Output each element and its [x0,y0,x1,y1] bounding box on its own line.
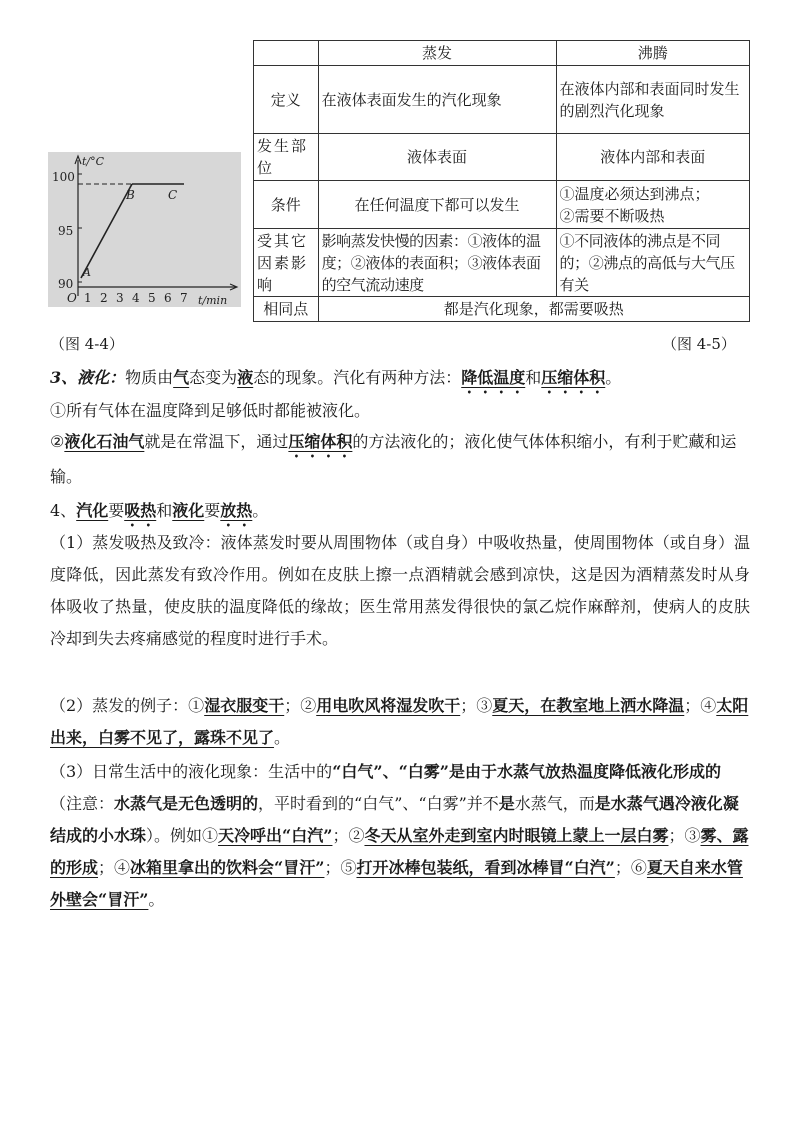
row-label-common: 相同点 [254,297,319,322]
cell-boiling-definition: 在液体内部和表面同时发生的剧烈汽化现象 [556,66,749,134]
example-fog-dew: 雾、露的形成 [50,826,749,877]
example-glasses-fog: 冬天从室外走到室内时眼镜上蒙上一层白雾 [364,826,669,845]
text-run: 和 [525,368,542,387]
temperature-time-graph [48,152,241,307]
keyword-compress-volume: 压缩体积 [288,432,353,451]
x-tick-label-2: 2 [100,291,108,305]
text-run: 。 [148,890,165,909]
section-3-heading: 3、液化： [50,368,126,387]
y-axis-label: t/°C [82,155,105,168]
x-tick-label-6: 6 [164,291,172,305]
cell-boiling-condition [556,181,749,229]
text-run: ；② [332,826,365,845]
text-run: （2）蒸发的例子：① [50,696,205,715]
y-tick-label-100: 100 [52,170,75,184]
example-wet-clothes: 湿衣服变干 [204,696,285,715]
section-4-paragraph-1: （1）蒸发吸热及致冷：液体蒸发时要从周围物体（或自身）中吸收热量，使周围物体（或自身）温度降低，因此蒸发有致冷作用。例如在皮肤上擦一点酒精就会感到凉快，这是因为酒精蒸发时从身体吸收了热量，使皮肤的温度降低的缘故；医生常用蒸发得很快的氯乙烷作麻醉剂，使病人的皮肤冷却到失去疼痛感觉的程度时进行手术。 [50,533,750,648]
section-4-title [50,495,750,530]
text-run: ；④ [98,858,131,877]
x-tick-label-4: 4 [132,291,140,305]
section-3-item-1: ①所有气体在温度降到足够低时都能被液化。 [50,401,371,420]
example-sprinkle-water: 夏天，在教室地上洒水降温 [492,696,685,715]
section-3-item-2 [50,426,750,493]
text-run: 。 [274,728,291,747]
text-run: （3）日常生活中的液化现象：生活中的 [50,762,333,781]
cell-boiling-location: 液体内部和表面 [556,134,749,181]
header-evaporation: 蒸发 [318,41,556,66]
text-run: ；② [284,696,317,715]
example-fridge-drink: 冰箱里拿出的饮料会“冒汗” [130,858,325,877]
text-run: 水蒸气，而 [514,794,595,813]
point-b-label: B [126,188,135,202]
boiling-condition-1: ①温度必须达到沸点； [559,184,710,203]
point-a-label: A [83,266,91,279]
header-corner-cell [254,41,319,66]
text-run: ；④ [684,696,717,715]
example-sun-fog: 太阳出来，白雾不见了，露珠不见了 [50,696,749,747]
key-statement-colorless: 水蒸气是无色透明的 [114,794,259,813]
y-tick-label-95: 95 [58,224,74,238]
caption-figure-4-5: （图 4-5） [662,335,736,353]
section-3-line-1 [50,362,750,397]
table-header-row [254,41,750,66]
boiling-condition-2: ②需要不断吸热 [559,206,665,225]
evaporation-boiling-table [253,40,750,322]
row-label-definition: 定义 [254,66,319,134]
section-4-paragraph-3 [50,756,750,916]
text-run: 和 [156,501,173,520]
text-run: ）。例如① [146,826,219,845]
cell-evaporation-location: 液体表面 [318,134,556,181]
keyword-release-heat: 放热 [220,501,253,520]
method-compress-volume: 压缩体积 [541,368,606,387]
text-run: 。 [605,368,622,387]
keyword-liquefaction: 液化 [172,501,205,520]
table-row [254,66,750,134]
keyword-gas: 气 [173,368,190,387]
section-4-paragraph-2 [50,690,750,754]
text-run: 物质由 [125,368,174,387]
example-water-pipe: 夏天自来水管外壁会“冒汗” [50,858,743,909]
text-run: 就是在常温下，通过 [144,432,289,451]
segment-ab [81,184,132,278]
text-run: 4、 [50,501,77,520]
table-row [254,229,750,297]
text-run: ；③ [668,826,701,845]
row-label-other-factors: 受其它因素影响 [254,229,319,297]
caption-figure-4-4: （图 4-4） [50,335,124,353]
key-statement-white-gas: “白气”、“白雾”是由于水蒸气放热温度降低液化形成的 [332,762,722,781]
x-tick-label-1: 1 [84,291,92,305]
cell-evaporation-definition: 在液体表面发生的汽化现象 [318,66,556,134]
cell-common-point: 都是汽化现象，都需要吸热 [318,297,749,322]
keyword-absorb-heat: 吸热 [124,501,157,520]
row-label-condition: 条件 [254,181,319,229]
x-tick-label-3: 3 [116,291,124,305]
example-hair-dryer: 用电吹风将湿发吹干 [316,696,461,715]
origin-label: O [67,291,77,305]
row-label-location: 发生部位 [254,134,319,181]
text-run: ；⑥ [614,858,647,877]
text-run: 态变为 [189,368,238,387]
text-run: 要 [204,501,221,520]
cell-boiling-factors: ①不同液体的沸点是不同的；②沸点的高低与大气压有关 [556,229,749,297]
text-run: 态的现象。汽化有两种方法： [253,368,462,387]
cell-evaporation-factors: 影响蒸发快慢的因素：①液体的温度；②液体的表面积；③液体表面的空气流动速度 [318,229,556,297]
x-tick-label-7: 7 [180,291,188,305]
example-breath: 天冷呼出“白汽” [218,826,333,845]
text-run: 是 [498,794,515,813]
text-run: ② [50,432,65,451]
header-boiling: 沸腾 [556,41,749,66]
y-tick-label-90: 90 [58,277,74,291]
cell-evaporation-condition: 在任何温度下都可以发生 [318,181,556,229]
x-tick-label-5: 5 [148,291,156,305]
text-run: ；③ [460,696,493,715]
point-c-label: C [168,188,178,202]
text-run: 要 [108,501,125,520]
table-row [254,297,750,322]
text-run: ；⑤ [324,858,357,877]
text-run: （注意： [50,794,115,813]
table-row [254,181,750,229]
keyword-liquid: 液 [237,368,254,387]
table-row [254,134,750,181]
text-run: 的方法液化的；液化使气体体积缩小，有利于贮藏和运输。 [50,432,737,486]
x-axis-label: t/min [198,294,228,307]
text-run: 。 [252,501,269,520]
keyword-lpg: 液化石油气 [64,432,145,451]
method-lower-temperature: 降低温度 [461,368,526,387]
key-statement-droplets: 是水蒸气遇冷液化凝结成的小水珠 [50,794,739,845]
keyword-vaporization: 汽化 [76,501,109,520]
example-popsicle: 打开冰棒包装纸，看到冰棒冒“白汽” [356,858,615,877]
text-run: ，平时看到的“白气”、“白雾”并不 [258,794,499,813]
